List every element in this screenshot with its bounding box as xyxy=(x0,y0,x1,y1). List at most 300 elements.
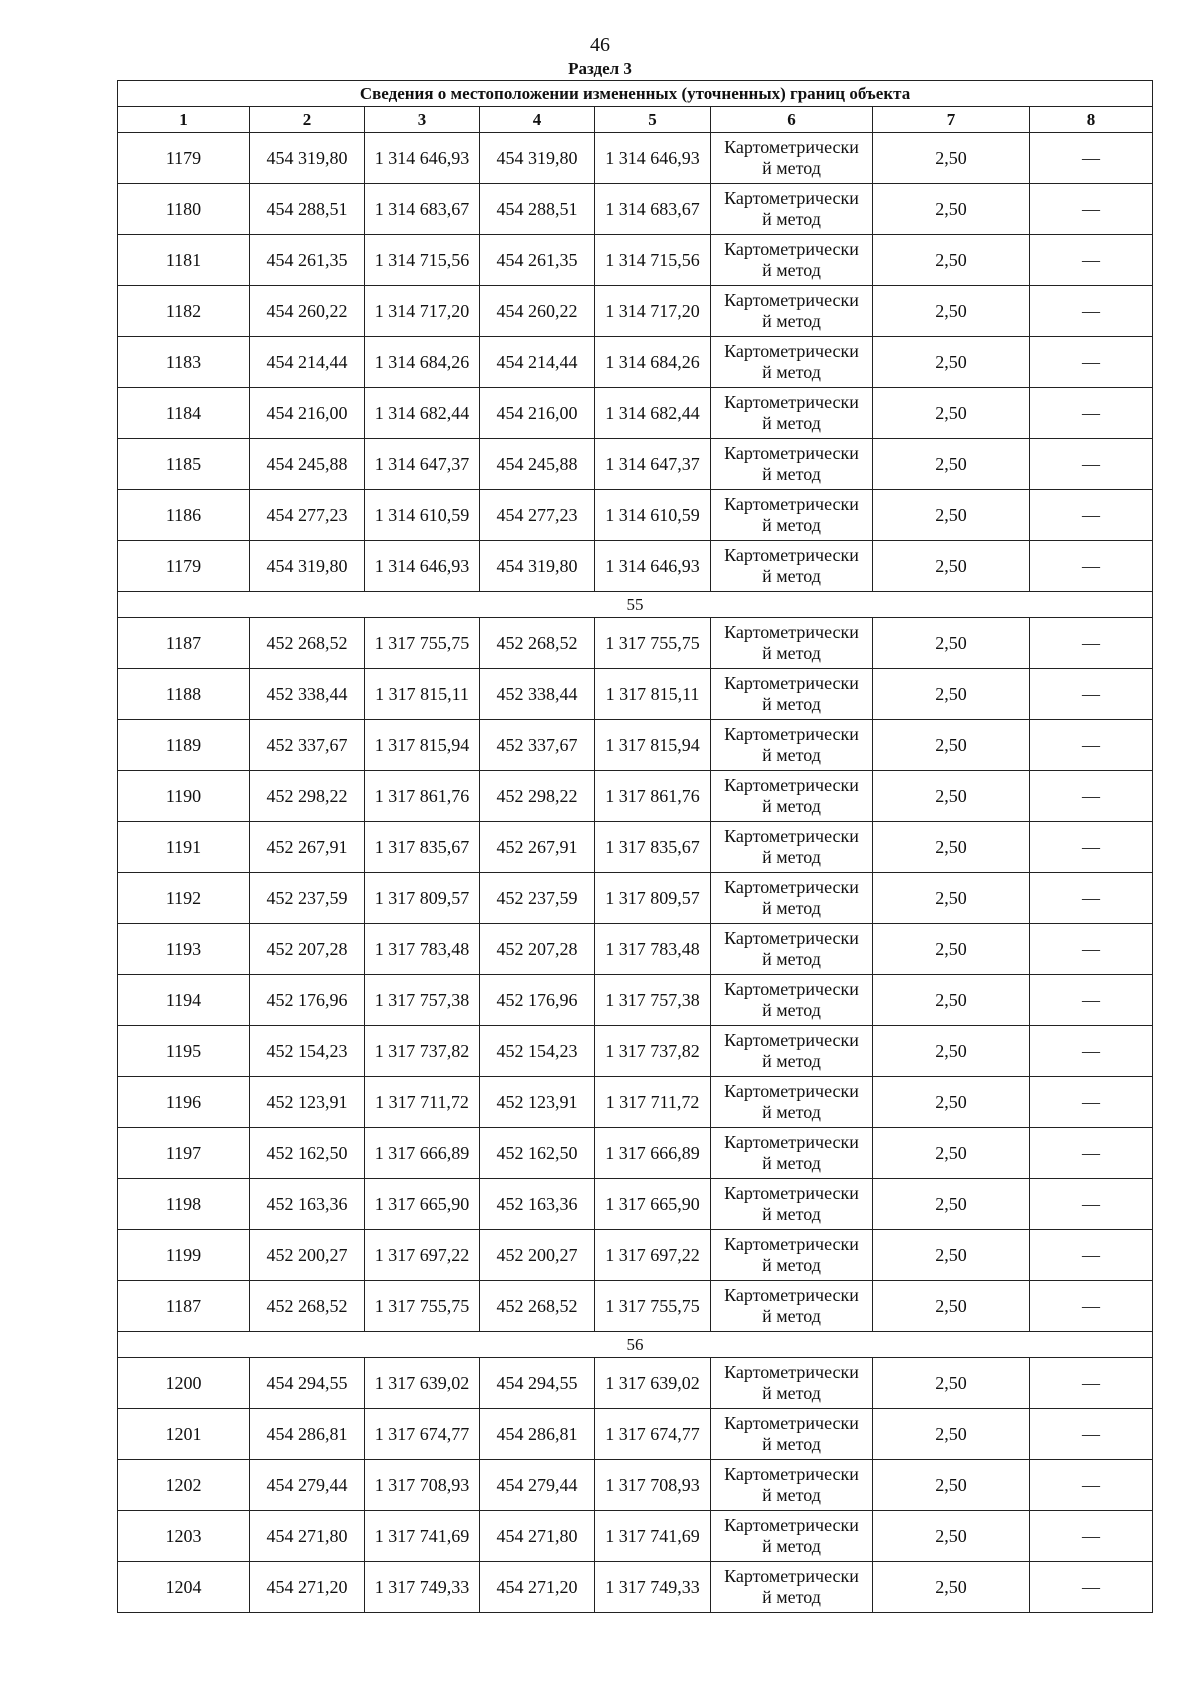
remark-cell: — xyxy=(1030,1077,1153,1128)
method-cell xyxy=(711,337,873,388)
y-existing-cell: 1 314 684,26 xyxy=(365,337,480,388)
method-text-line: Картометрически xyxy=(724,290,859,310)
accuracy-cell: 2,50 xyxy=(873,1562,1030,1613)
y-refined-cell: 1 317 835,67 xyxy=(595,822,711,873)
remark-cell: — xyxy=(1030,975,1153,1026)
x-existing-cell: 454 260,22 xyxy=(250,286,365,337)
column-number: 1 xyxy=(118,107,250,133)
x-refined-cell: 454 214,44 xyxy=(480,337,595,388)
x-existing-cell: 454 286,81 xyxy=(250,1409,365,1460)
point-number-cell: 1194 xyxy=(118,975,250,1026)
table-row xyxy=(118,541,1153,592)
remark-cell: — xyxy=(1030,1281,1153,1332)
x-refined-cell: 452 338,44 xyxy=(480,669,595,720)
y-existing-cell: 1 314 717,20 xyxy=(365,286,480,337)
accuracy-cell: 2,50 xyxy=(873,1077,1030,1128)
x-existing-cell: 454 216,00 xyxy=(250,388,365,439)
x-existing-cell: 454 271,80 xyxy=(250,1511,365,1562)
method-cell xyxy=(711,1128,873,1179)
method-text-line: й метод xyxy=(762,1153,821,1173)
method-text-line: й метод xyxy=(762,209,821,229)
point-number-cell: 1200 xyxy=(118,1358,250,1409)
remark-cell: — xyxy=(1030,720,1153,771)
remark-cell: — xyxy=(1030,439,1153,490)
table-row xyxy=(118,1281,1153,1332)
column-number: 3 xyxy=(365,107,480,133)
point-number-cell: 1195 xyxy=(118,1026,250,1077)
table-row xyxy=(118,720,1153,771)
x-existing-cell: 452 207,28 xyxy=(250,924,365,975)
method-text-line: й метод xyxy=(762,796,821,816)
method-text-line: Картометрически xyxy=(724,1081,859,1101)
y-refined-cell: 1 317 665,90 xyxy=(595,1179,711,1230)
accuracy-cell: 2,50 xyxy=(873,541,1030,592)
column-number: 2 xyxy=(250,107,365,133)
table-row xyxy=(118,1562,1153,1613)
method-text-line: Картометрически xyxy=(724,1183,859,1203)
accuracy-cell: 2,50 xyxy=(873,133,1030,184)
point-number-cell: 1193 xyxy=(118,924,250,975)
method-cell xyxy=(711,1358,873,1409)
y-existing-cell: 1 317 835,67 xyxy=(365,822,480,873)
method-text-line: й метод xyxy=(762,311,821,331)
x-refined-cell: 452 298,22 xyxy=(480,771,595,822)
accuracy-cell: 2,50 xyxy=(873,286,1030,337)
method-text-line: Картометрически xyxy=(724,1285,859,1305)
x-refined-cell: 452 267,91 xyxy=(480,822,595,873)
y-refined-cell: 1 317 809,57 xyxy=(595,873,711,924)
table-row xyxy=(118,1230,1153,1281)
point-number-cell: 1197 xyxy=(118,1128,250,1179)
x-existing-cell: 452 200,27 xyxy=(250,1230,365,1281)
remark-cell: — xyxy=(1030,924,1153,975)
remark-cell: — xyxy=(1030,235,1153,286)
method-text-line: Картометрически xyxy=(724,494,859,514)
y-existing-cell: 1 317 666,89 xyxy=(365,1128,480,1179)
point-number-cell: 1180 xyxy=(118,184,250,235)
y-existing-cell: 1 317 674,77 xyxy=(365,1409,480,1460)
remark-cell: — xyxy=(1030,133,1153,184)
point-number-cell: 1189 xyxy=(118,720,250,771)
y-refined-cell: 1 314 715,56 xyxy=(595,235,711,286)
y-refined-cell: 1 317 755,75 xyxy=(595,618,711,669)
y-existing-cell: 1 317 697,22 xyxy=(365,1230,480,1281)
x-refined-cell: 454 286,81 xyxy=(480,1409,595,1460)
y-existing-cell: 1 317 741,69 xyxy=(365,1511,480,1562)
method-text-line: й метод xyxy=(762,1536,821,1556)
method-text-line: й метод xyxy=(762,898,821,918)
accuracy-cell: 2,50 xyxy=(873,873,1030,924)
method-text-line: й метод xyxy=(762,362,821,382)
y-refined-cell: 1 314 647,37 xyxy=(595,439,711,490)
accuracy-cell: 2,50 xyxy=(873,490,1030,541)
x-existing-cell: 452 268,52 xyxy=(250,1281,365,1332)
y-refined-cell: 1 317 666,89 xyxy=(595,1128,711,1179)
x-existing-cell: 454 294,55 xyxy=(250,1358,365,1409)
point-number-cell: 1191 xyxy=(118,822,250,873)
x-existing-cell: 452 123,91 xyxy=(250,1077,365,1128)
remark-cell: — xyxy=(1030,771,1153,822)
y-refined-cell: 1 314 683,67 xyxy=(595,184,711,235)
method-text-line: й метод xyxy=(762,260,821,280)
point-number-cell: 1198 xyxy=(118,1179,250,1230)
method-text-line: й метод xyxy=(762,1383,821,1403)
point-number-cell: 1192 xyxy=(118,873,250,924)
point-number-cell: 1179 xyxy=(118,541,250,592)
x-refined-cell: 452 176,96 xyxy=(480,975,595,1026)
method-text-line: Картометрически xyxy=(724,673,859,693)
x-refined-cell: 452 162,50 xyxy=(480,1128,595,1179)
y-refined-cell: 1 317 737,82 xyxy=(595,1026,711,1077)
point-number-cell: 1190 xyxy=(118,771,250,822)
method-cell xyxy=(711,873,873,924)
method-cell xyxy=(711,1179,873,1230)
x-refined-cell: 454 319,80 xyxy=(480,541,595,592)
point-number-cell: 1179 xyxy=(118,133,250,184)
table-row xyxy=(118,1128,1153,1179)
method-cell xyxy=(711,924,873,975)
table-row xyxy=(118,286,1153,337)
point-number-cell: 1185 xyxy=(118,439,250,490)
table-row xyxy=(118,439,1153,490)
method-text-line: й метод xyxy=(762,949,821,969)
method-text-line: Картометрически xyxy=(724,724,859,744)
remark-cell: — xyxy=(1030,1358,1153,1409)
x-existing-cell: 454 319,80 xyxy=(250,133,365,184)
method-text-line: Картометрически xyxy=(724,188,859,208)
x-existing-cell: 454 271,20 xyxy=(250,1562,365,1613)
y-existing-cell: 1 317 809,57 xyxy=(365,873,480,924)
point-number-cell: 1204 xyxy=(118,1562,250,1613)
table-row xyxy=(118,1511,1153,1562)
remark-cell: — xyxy=(1030,1409,1153,1460)
method-cell xyxy=(711,975,873,1026)
y-refined-cell: 1 317 674,77 xyxy=(595,1409,711,1460)
method-text-line: й метод xyxy=(762,158,821,178)
point-number-cell: 1196 xyxy=(118,1077,250,1128)
point-number-cell: 1201 xyxy=(118,1409,250,1460)
table-row xyxy=(118,975,1153,1026)
y-existing-cell: 1 317 737,82 xyxy=(365,1026,480,1077)
y-existing-cell: 1 317 755,75 xyxy=(365,618,480,669)
page-number: 46 xyxy=(590,34,610,56)
point-number-cell: 1187 xyxy=(118,1281,250,1332)
method-cell xyxy=(711,1281,873,1332)
table-row xyxy=(118,337,1153,388)
x-refined-cell: 452 123,91 xyxy=(480,1077,595,1128)
x-existing-cell: 454 319,80 xyxy=(250,541,365,592)
table-row xyxy=(118,1409,1153,1460)
x-existing-cell: 454 279,44 xyxy=(250,1460,365,1511)
column-number: 8 xyxy=(1030,107,1153,133)
section-title: Раздел 3 xyxy=(568,59,632,78)
method-text-line: Картометрически xyxy=(724,1566,859,1586)
method-text-line: й метод xyxy=(762,413,821,433)
method-text-line: Картометрически xyxy=(724,622,859,642)
y-refined-cell: 1 314 646,93 xyxy=(595,133,711,184)
method-text-line: Картометрически xyxy=(724,137,859,157)
x-existing-cell: 454 214,44 xyxy=(250,337,365,388)
method-text-line: Картометрически xyxy=(724,928,859,948)
table-row xyxy=(118,873,1153,924)
accuracy-cell: 2,50 xyxy=(873,1230,1030,1281)
contour-number: 56 xyxy=(118,1332,1153,1358)
y-existing-cell: 1 317 711,72 xyxy=(365,1077,480,1128)
y-refined-cell: 1 317 861,76 xyxy=(595,771,711,822)
x-refined-cell: 454 271,20 xyxy=(480,1562,595,1613)
y-refined-cell: 1 317 815,94 xyxy=(595,720,711,771)
remark-cell: — xyxy=(1030,184,1153,235)
x-refined-cell: 454 288,51 xyxy=(480,184,595,235)
table-row xyxy=(118,490,1153,541)
x-existing-cell: 452 162,50 xyxy=(250,1128,365,1179)
remark-cell: — xyxy=(1030,618,1153,669)
table-row xyxy=(118,1358,1153,1409)
method-cell xyxy=(711,618,873,669)
method-cell xyxy=(711,1409,873,1460)
x-existing-cell: 452 176,96 xyxy=(250,975,365,1026)
y-existing-cell: 1 317 639,02 xyxy=(365,1358,480,1409)
remark-cell: — xyxy=(1030,541,1153,592)
accuracy-cell: 2,50 xyxy=(873,822,1030,873)
method-text-line: Картометрически xyxy=(724,443,859,463)
method-text-line: й метод xyxy=(762,464,821,484)
method-cell xyxy=(711,133,873,184)
method-cell xyxy=(711,490,873,541)
method-text-line: Картометрически xyxy=(724,826,859,846)
y-refined-cell: 1 317 639,02 xyxy=(595,1358,711,1409)
method-text-line: й метод xyxy=(762,1255,821,1275)
accuracy-cell: 2,50 xyxy=(873,618,1030,669)
x-existing-cell: 454 245,88 xyxy=(250,439,365,490)
method-text-line: й метод xyxy=(762,1587,821,1607)
table-row xyxy=(118,669,1153,720)
method-text-line: Картометрически xyxy=(724,1413,859,1433)
x-refined-cell: 454 245,88 xyxy=(480,439,595,490)
column-number: 7 xyxy=(873,107,1030,133)
method-text-line: й метод xyxy=(762,1306,821,1326)
y-existing-cell: 1 317 755,75 xyxy=(365,1281,480,1332)
y-existing-cell: 1 314 646,93 xyxy=(365,541,480,592)
x-refined-cell: 452 268,52 xyxy=(480,1281,595,1332)
x-refined-cell: 454 319,80 xyxy=(480,133,595,184)
column-number-row xyxy=(118,107,1153,133)
accuracy-cell: 2,50 xyxy=(873,1128,1030,1179)
method-text-line: Картометрически xyxy=(724,1132,859,1152)
accuracy-cell: 2,50 xyxy=(873,388,1030,439)
y-refined-cell: 1 317 741,69 xyxy=(595,1511,711,1562)
x-refined-cell: 452 337,67 xyxy=(480,720,595,771)
y-existing-cell: 1 317 665,90 xyxy=(365,1179,480,1230)
method-cell xyxy=(711,669,873,720)
x-refined-cell: 454 260,22 xyxy=(480,286,595,337)
remark-cell: — xyxy=(1030,873,1153,924)
accuracy-cell: 2,50 xyxy=(873,1358,1030,1409)
point-number-cell: 1186 xyxy=(118,490,250,541)
method-cell xyxy=(711,541,873,592)
remark-cell: — xyxy=(1030,286,1153,337)
x-refined-cell: 452 237,59 xyxy=(480,873,595,924)
method-text-line: Картометрически xyxy=(724,545,859,565)
y-existing-cell: 1 314 646,93 xyxy=(365,133,480,184)
x-existing-cell: 452 268,52 xyxy=(250,618,365,669)
x-existing-cell: 452 337,67 xyxy=(250,720,365,771)
point-number-cell: 1203 xyxy=(118,1511,250,1562)
x-refined-cell: 452 154,23 xyxy=(480,1026,595,1077)
y-refined-cell: 1 317 697,22 xyxy=(595,1230,711,1281)
x-existing-cell: 452 298,22 xyxy=(250,771,365,822)
boundary-coordinates-table xyxy=(117,80,1153,1613)
y-refined-cell: 1 314 646,93 xyxy=(595,541,711,592)
accuracy-cell: 2,50 xyxy=(873,720,1030,771)
x-refined-cell: 454 294,55 xyxy=(480,1358,595,1409)
remark-cell: — xyxy=(1030,822,1153,873)
remark-cell: — xyxy=(1030,1511,1153,1562)
table-row xyxy=(118,1026,1153,1077)
x-refined-cell: 454 216,00 xyxy=(480,388,595,439)
y-refined-cell: 1 317 755,75 xyxy=(595,1281,711,1332)
x-refined-cell: 452 268,52 xyxy=(480,618,595,669)
method-text-line: Картометрически xyxy=(724,392,859,412)
table-row xyxy=(118,1179,1153,1230)
contour-group-row xyxy=(118,592,1153,618)
method-cell xyxy=(711,388,873,439)
point-number-cell: 1199 xyxy=(118,1230,250,1281)
method-cell xyxy=(711,1511,873,1562)
x-existing-cell: 452 338,44 xyxy=(250,669,365,720)
y-refined-cell: 1 317 783,48 xyxy=(595,924,711,975)
y-existing-cell: 1 314 682,44 xyxy=(365,388,480,439)
method-text-line: й метод xyxy=(762,643,821,663)
x-refined-cell: 452 207,28 xyxy=(480,924,595,975)
method-text-line: й метод xyxy=(762,1000,821,1020)
accuracy-cell: 2,50 xyxy=(873,1460,1030,1511)
method-text-line: Картометрически xyxy=(724,1464,859,1484)
table-row xyxy=(118,388,1153,439)
y-existing-cell: 1 317 815,94 xyxy=(365,720,480,771)
method-text-line: Картометрически xyxy=(724,1515,859,1535)
method-text-line: й метод xyxy=(762,566,821,586)
x-refined-cell: 454 271,80 xyxy=(480,1511,595,1562)
accuracy-cell: 2,50 xyxy=(873,1511,1030,1562)
table-row xyxy=(118,1460,1153,1511)
remark-cell: — xyxy=(1030,337,1153,388)
method-text-line: Картометрически xyxy=(724,239,859,259)
method-text-line: й метод xyxy=(762,1485,821,1505)
y-refined-cell: 1 317 757,38 xyxy=(595,975,711,1026)
y-refined-cell: 1 314 717,20 xyxy=(595,286,711,337)
point-number-cell: 1202 xyxy=(118,1460,250,1511)
remark-cell: — xyxy=(1030,388,1153,439)
table-caption: Сведения о местоположении измененных (уточненных) границ объекта xyxy=(118,81,1153,107)
y-existing-cell: 1 314 610,59 xyxy=(365,490,480,541)
column-number: 6 xyxy=(711,107,873,133)
accuracy-cell: 2,50 xyxy=(873,184,1030,235)
method-text-line: Картометрически xyxy=(724,979,859,999)
remark-cell: — xyxy=(1030,1128,1153,1179)
method-cell xyxy=(711,1077,873,1128)
method-text-line: й метод xyxy=(762,1102,821,1122)
method-text-line: й метод xyxy=(762,847,821,867)
table-body xyxy=(118,133,1153,1613)
column-number: 5 xyxy=(595,107,711,133)
y-existing-cell: 1 314 683,67 xyxy=(365,184,480,235)
x-refined-cell: 452 200,27 xyxy=(480,1230,595,1281)
method-text-line: Картометрически xyxy=(724,1234,859,1254)
y-refined-cell: 1 314 684,26 xyxy=(595,337,711,388)
y-existing-cell: 1 317 815,11 xyxy=(365,669,480,720)
accuracy-cell: 2,50 xyxy=(873,439,1030,490)
remark-cell: — xyxy=(1030,1026,1153,1077)
accuracy-cell: 2,50 xyxy=(873,235,1030,286)
method-cell xyxy=(711,720,873,771)
method-cell xyxy=(711,1026,873,1077)
remark-cell: — xyxy=(1030,1179,1153,1230)
point-number-cell: 1181 xyxy=(118,235,250,286)
method-cell xyxy=(711,184,873,235)
accuracy-cell: 2,50 xyxy=(873,1409,1030,1460)
accuracy-cell: 2,50 xyxy=(873,337,1030,388)
table-row xyxy=(118,924,1153,975)
method-cell xyxy=(711,1230,873,1281)
accuracy-cell: 2,50 xyxy=(873,975,1030,1026)
contour-number: 55 xyxy=(118,592,1153,618)
method-text-line: Картометрически xyxy=(724,341,859,361)
x-existing-cell: 452 267,91 xyxy=(250,822,365,873)
method-cell xyxy=(711,235,873,286)
contour-group-row xyxy=(118,1332,1153,1358)
method-text-line: й метод xyxy=(762,1051,821,1071)
method-cell xyxy=(711,286,873,337)
point-number-cell: 1188 xyxy=(118,669,250,720)
y-existing-cell: 1 317 783,48 xyxy=(365,924,480,975)
method-text-line: Картометрически xyxy=(724,1030,859,1050)
table-row xyxy=(118,184,1153,235)
table-row xyxy=(118,618,1153,669)
method-cell xyxy=(711,1460,873,1511)
remark-cell: — xyxy=(1030,1460,1153,1511)
point-number-cell: 1187 xyxy=(118,618,250,669)
method-cell xyxy=(711,439,873,490)
point-number-cell: 1183 xyxy=(118,337,250,388)
x-existing-cell: 454 261,35 xyxy=(250,235,365,286)
method-text-line: Картометрически xyxy=(724,877,859,897)
method-cell xyxy=(711,822,873,873)
x-refined-cell: 452 163,36 xyxy=(480,1179,595,1230)
y-existing-cell: 1 317 757,38 xyxy=(365,975,480,1026)
y-existing-cell: 1 317 749,33 xyxy=(365,1562,480,1613)
accuracy-cell: 2,50 xyxy=(873,1026,1030,1077)
x-existing-cell: 452 154,23 xyxy=(250,1026,365,1077)
remark-cell: — xyxy=(1030,1230,1153,1281)
x-existing-cell: 452 163,36 xyxy=(250,1179,365,1230)
y-existing-cell: 1 317 861,76 xyxy=(365,771,480,822)
x-existing-cell: 454 288,51 xyxy=(250,184,365,235)
x-existing-cell: 452 237,59 xyxy=(250,873,365,924)
accuracy-cell: 2,50 xyxy=(873,924,1030,975)
table-row xyxy=(118,1077,1153,1128)
method-text-line: Картометрически xyxy=(724,775,859,795)
x-refined-cell: 454 261,35 xyxy=(480,235,595,286)
method-cell xyxy=(711,771,873,822)
table-row xyxy=(118,133,1153,184)
table-row xyxy=(118,771,1153,822)
table-row xyxy=(118,235,1153,286)
y-refined-cell: 1 317 749,33 xyxy=(595,1562,711,1613)
accuracy-cell: 2,50 xyxy=(873,1281,1030,1332)
y-existing-cell: 1 317 708,93 xyxy=(365,1460,480,1511)
x-existing-cell: 454 277,23 xyxy=(250,490,365,541)
